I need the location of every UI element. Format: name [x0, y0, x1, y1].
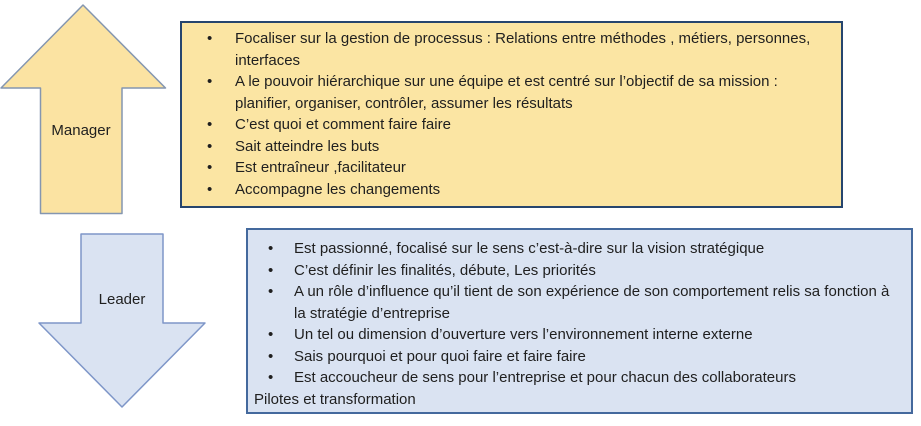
- leader-bullet-list: [254, 238, 901, 389]
- bullet-item: • A un rôle d’influence qu’il tient de son expérience de son comportement relis sa fonction à la stratégie d’entreprise: [254, 281, 901, 324]
- manager-points-box: [180, 21, 843, 208]
- manager-up-arrow: [0, 4, 167, 215]
- bullet-item: • Est passionné, focalisé sur le sens c’est-à-dire sur la vision stratégique: [254, 238, 901, 260]
- manager-arrow-label: Manager: [51, 122, 111, 139]
- bullet-item: • Est accoucheur de sens pour l’entreprise et pour chacun des collaborateurs: [254, 367, 901, 389]
- bullet-item: • Un tel ou dimension d’ouverture vers l’environnement interne externe: [254, 324, 901, 346]
- bullet-item: • C’est quoi et comment faire faire: [190, 114, 831, 136]
- leader-points-box: [246, 228, 913, 414]
- up-arrow-shape: [1, 5, 166, 214]
- leader-down-arrow: [38, 233, 206, 408]
- leader-arrow-label: Leader: [98, 291, 146, 308]
- bullet-item: • Focaliser sur la gestion de processus : Relations entre méthodes , métiers, personnes, interfaces: [190, 28, 831, 71]
- bullet-item: • Est entraîneur ,facilitateur: [190, 157, 831, 179]
- bullet-item: • Sais pourquoi et pour quoi faire et faire faire: [254, 346, 901, 368]
- bullet-item: • A le pouvoir hiérarchique sur une équipe et est centré sur l’objectif de sa mission : planifier, organiser, contrôler, assumer les résultats: [190, 71, 831, 114]
- bullet-item: • C’est définir les finalités, débute, Les priorités: [254, 260, 901, 282]
- bullet-item: • Sait atteindre les buts: [190, 136, 831, 158]
- leader-footer-note: Pilotes et transformation: [254, 390, 416, 408]
- down-arrow-icon: [38, 233, 206, 408]
- bullet-item: • Accompagne les changements: [190, 179, 831, 201]
- manager-bullet-list: [190, 28, 831, 200]
- up-arrow-icon: [0, 4, 167, 215]
- down-arrow-shape: [39, 234, 205, 407]
